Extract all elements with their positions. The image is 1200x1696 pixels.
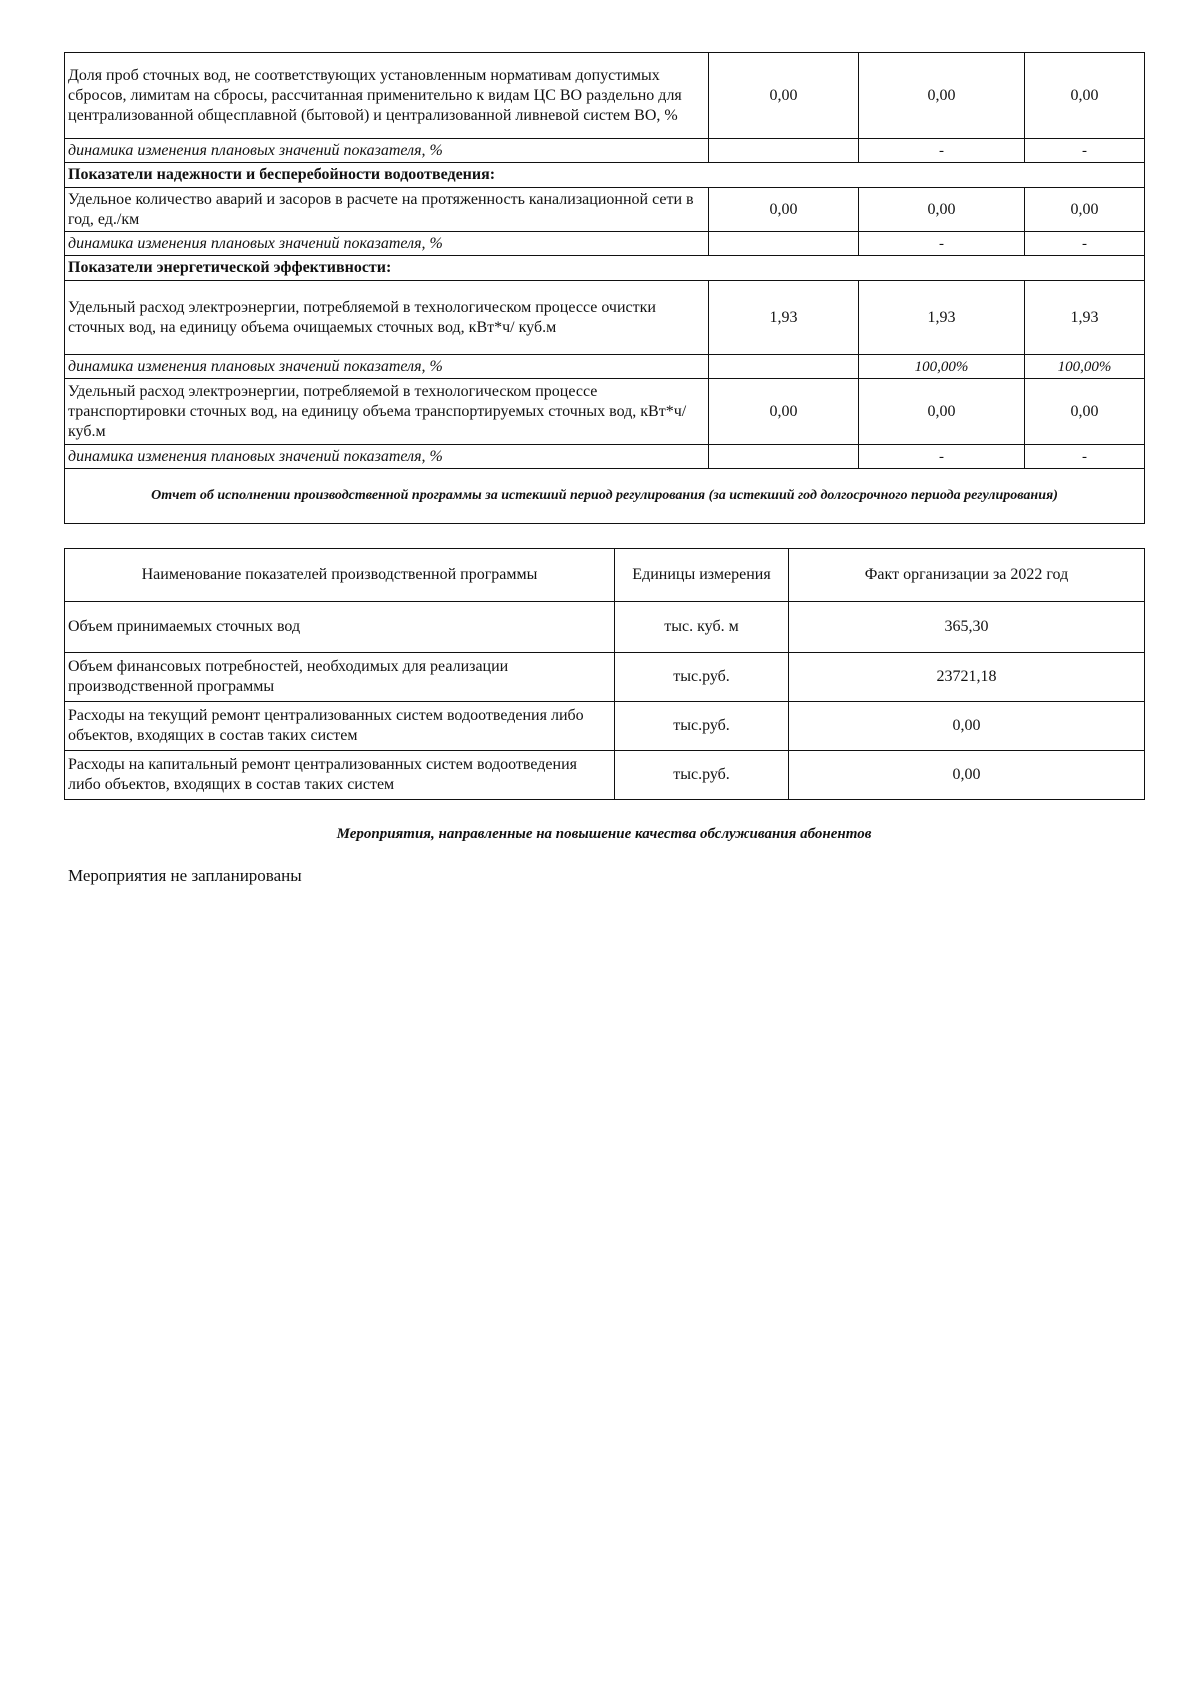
table-row	[65, 379, 1145, 445]
table-row	[65, 355, 1145, 379]
dynamics-value: -	[859, 445, 1025, 469]
indicator-label: Удельное количество аварий и засоров в расчете на протяженность канализационной сети в год, ед./км	[65, 188, 709, 232]
dynamics-value: -	[1025, 445, 1145, 469]
table-row	[65, 53, 1145, 139]
indicator-value: 0,00	[859, 379, 1025, 445]
report-fact-value: 0,00	[789, 702, 1145, 751]
report-unit: тыс.руб.	[615, 751, 789, 800]
table-row	[65, 653, 1145, 702]
dynamics-label: динамика изменения плановых значений показателя, %	[65, 232, 709, 256]
indicator-value: 0,00	[709, 53, 859, 139]
table-row	[65, 232, 1145, 256]
section-heading: Показатели энергетической эффективности:	[65, 256, 1145, 281]
table-row	[65, 702, 1145, 751]
report-table	[64, 548, 1145, 800]
indicator-label: Доля проб сточных вод, не соответствующих установленным нормативам допустимых сбросов, лимитам на сбросы, рассчитанная применительно к видам ЦС ВО раздельно для централизованной общесплавной (бытовой) и централизованной ливневой систем ВО, %	[65, 53, 709, 139]
table-row	[65, 281, 1145, 355]
indicator-label: Удельный расход электроэнергии, потребляемой в технологическом процессе очистки сточных вод, на единицу объема очищаемых сточных вод, кВт*ч/ куб.м	[65, 281, 709, 355]
section-heading: Показатели надежности и бесперебойности водоотведения:	[65, 163, 1145, 188]
dynamics-value	[709, 445, 859, 469]
report-indicator-name: Расходы на текущий ремонт централизованных систем водоотведения либо объектов, входящих в состав таких систем	[65, 702, 615, 751]
column-header: Единицы измерения	[615, 549, 789, 602]
table-row	[65, 188, 1145, 232]
table-row	[65, 256, 1145, 281]
dynamics-value	[709, 232, 859, 256]
column-header: Наименование показателей производственной программы	[65, 549, 615, 602]
table-row	[65, 602, 1145, 653]
indicator-value: 0,00	[709, 188, 859, 232]
indicator-value: 0,00	[1025, 379, 1145, 445]
table-row	[65, 751, 1145, 800]
report-indicator-name: Расходы на капитальный ремонт централизованных систем водоотведения либо объектов, входящих в состав таких систем	[65, 751, 615, 800]
report-fact-value: 0,00	[789, 751, 1145, 800]
report-unit: тыс.руб.	[615, 702, 789, 751]
dynamics-value: -	[1025, 232, 1145, 256]
indicators-table	[64, 52, 1145, 524]
report-unit: тыс. куб. м	[615, 602, 789, 653]
indicator-value: 0,00	[1025, 53, 1145, 139]
dynamics-value: 100,00%	[859, 355, 1025, 379]
indicator-value: 0,00	[859, 53, 1025, 139]
report-fact-value: 365,30	[789, 602, 1145, 653]
table-row	[65, 469, 1145, 524]
report-fact-value: 23721,18	[789, 653, 1145, 702]
dynamics-value	[709, 355, 859, 379]
table-row	[65, 445, 1145, 469]
indicator-value: 1,93	[859, 281, 1025, 355]
table-row	[65, 163, 1145, 188]
report-indicator-name: Объем принимаемых сточных вод	[65, 602, 615, 653]
dynamics-value: -	[1025, 139, 1145, 163]
measures-title: Мероприятия, направленные на повышение качества обслуживания абонентов	[336, 826, 872, 842]
dynamics-label: динамика изменения плановых значений показателя, %	[65, 355, 709, 379]
dynamics-value	[709, 139, 859, 163]
report-indicator-name: Объем финансовых потребностей, необходимых для реализации производственной программы	[65, 653, 615, 702]
report-title: Отчет об исполнении производственной программы за истекший период регулирования (за истекший год долгосрочного периода регулирования)	[65, 469, 1145, 524]
report-unit: тыс.руб.	[615, 653, 789, 702]
dynamics-label: динамика изменения плановых значений показателя, %	[65, 139, 709, 163]
dynamics-value: -	[859, 139, 1025, 163]
dynamics-value: 100,00%	[1025, 355, 1145, 379]
dynamics-value: -	[859, 232, 1025, 256]
measures-text: Мероприятия не запланированы	[68, 866, 302, 885]
table-row	[65, 139, 1145, 163]
dynamics-label: динамика изменения плановых значений показателя, %	[65, 445, 709, 469]
column-header: Факт организации за 2022 год	[789, 549, 1145, 602]
table-header-row	[65, 549, 1145, 602]
indicator-value: 1,93	[709, 281, 859, 355]
indicator-label: Удельный расход электроэнергии, потребляемой в технологическом процессе транспортировки сточных вод, на единицу объема транспортируемых сточных вод, кВт*ч/ куб.м	[65, 379, 709, 445]
indicator-value: 0,00	[859, 188, 1025, 232]
indicator-value: 0,00	[709, 379, 859, 445]
indicator-value: 0,00	[1025, 188, 1145, 232]
indicator-value: 1,93	[1025, 281, 1145, 355]
